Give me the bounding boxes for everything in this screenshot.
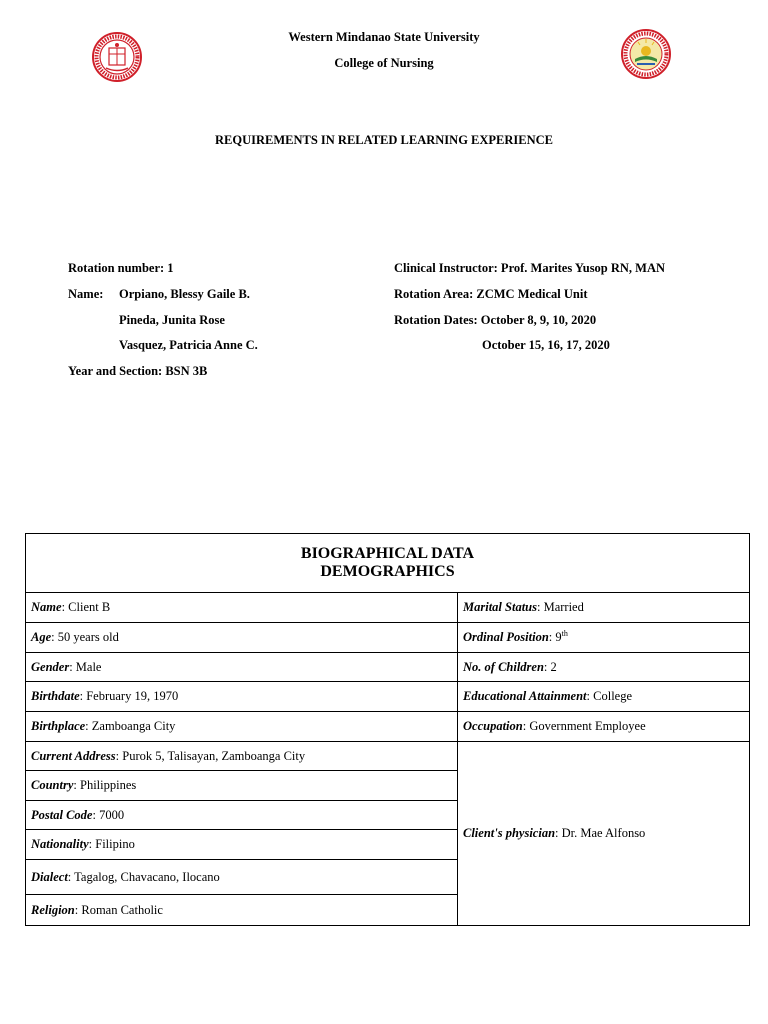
university-name: Western Mindanao State University	[288, 30, 480, 44]
ordinal-position-cell: Ordinal Position: 9th	[458, 623, 750, 653]
table-row	[26, 623, 750, 653]
year-section: Year and Section: BSN 3B	[68, 364, 208, 378]
biographical-data-table	[25, 533, 750, 926]
table-row	[26, 742, 750, 771]
table-row	[26, 653, 750, 682]
student-name-3: Vasquez, Patricia Anne C.	[119, 338, 258, 352]
postal-code-cell: Postal Code: 7000	[26, 801, 458, 830]
address-cell: Current Address: Purok 5, Talisayan, Zamboanga City	[26, 742, 458, 771]
table-row	[26, 682, 750, 712]
children-cell: No. of Children: 2	[458, 653, 750, 682]
nationality-cell: Nationality: Filipino	[26, 830, 458, 860]
education-cell: Educational Attainment: College	[458, 682, 750, 712]
name-label: Name:	[68, 287, 104, 301]
birthdate-cell: Birthdate: February 19, 1970	[26, 682, 458, 712]
rotation-area: Rotation Area: ZCMC Medical Unit	[394, 287, 588, 301]
student-name-2: Pineda, Junita Rose	[119, 313, 225, 327]
document-title: REQUIREMENTS IN RELATED LEARNING EXPERIENCE	[214, 133, 554, 147]
birthplace-cell: Birthplace: Zamboanga City	[26, 712, 458, 742]
college-name: College of Nursing	[334, 56, 434, 70]
age-cell: Age: 50 years old	[26, 623, 458, 653]
marital-status-cell: Marital Status: Married	[458, 593, 750, 623]
rotation-dates: Rotation Dates: October 8, 9, 10, 2020	[394, 313, 597, 327]
rotation-dates-continued: October 15, 16, 17, 2020	[482, 338, 610, 352]
gender-cell: Gender: Male	[26, 653, 458, 682]
table-title	[26, 534, 750, 593]
rotation-number: Rotation number: 1	[68, 261, 174, 275]
table-title-line-2: DEMOGRAPHICS	[320, 563, 455, 580]
table-row	[26, 712, 750, 742]
clinical-instructor: Clinical Instructor: Prof. Marites Yusop RN, MAN	[394, 261, 666, 275]
religion-cell: Religion: Roman Catholic	[26, 895, 458, 926]
physician-cell: Client's physician: Dr. Mae Alfonso	[458, 742, 750, 926]
table-row	[26, 593, 750, 623]
occupation-cell: Occupation: Government Employee	[458, 712, 750, 742]
dialect-cell: Dialect: Tagalog, Chavacano, Ilocano	[26, 860, 458, 895]
country-cell: Country: Philippines	[26, 771, 458, 801]
student-name-1: Orpiano, Blessy Gaile B.	[119, 287, 250, 301]
table-title-line-1: BIOGRAPHICAL DATA	[300, 545, 475, 562]
name-cell: Name: Client B	[26, 593, 458, 623]
